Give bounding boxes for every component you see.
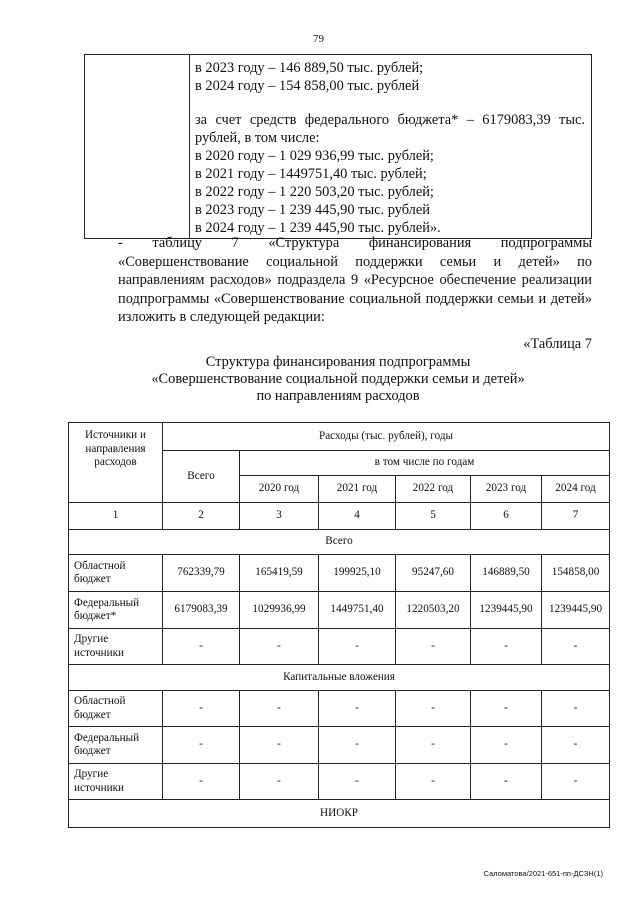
- line-2024-regional: в 2024 году – 154 858,00 тыс. рублей: [195, 78, 420, 94]
- value-cell: -: [240, 691, 319, 727]
- column-number: 4: [319, 503, 396, 530]
- financing-continuation-table: [84, 54, 592, 239]
- column-number: 1: [69, 503, 163, 530]
- row-label: Областной бюджет: [69, 691, 163, 727]
- header-year-2023: 2023 год: [471, 476, 542, 503]
- table-row: [69, 629, 610, 665]
- value-cell: -: [163, 629, 240, 665]
- value-cell: -: [240, 727, 319, 764]
- line-2023-federal: в 2023 году – 1 239 445,90 тыс. рублей: [195, 202, 430, 218]
- value-cell: -: [319, 727, 396, 764]
- value-cell: -: [542, 629, 610, 665]
- value-cell: -: [163, 691, 240, 727]
- header-year-2020: 2020 год: [240, 476, 319, 503]
- value-cell: -: [542, 691, 610, 727]
- row-label: Областной бюджет: [69, 555, 163, 592]
- header-total: Всего: [163, 451, 240, 503]
- value-cell: -: [163, 764, 240, 800]
- value-cell: -: [396, 629, 471, 665]
- line-2022-federal: в 2022 году – 1 220 503,20 тыс. рублей;: [195, 184, 434, 200]
- value-cell: 165419,59: [240, 555, 319, 592]
- value-cell: 1029936,99: [240, 592, 319, 629]
- caption-line-1: Структура финансирования подпрограммы: [205, 354, 471, 370]
- amendment-paragraph: - таблицу 7 «Структура финансирования подпрограммы «Совершенствование социальной поддержки семьи и детей» по направлениям расходов» подраздела 9 «Ресурсное обеспечение реализации подпрограммы «Совершенствование социальной поддержки семьи и детей» изложить в следующей редакции:: [118, 235, 592, 325]
- value-cell: 1449751,40: [319, 592, 396, 629]
- row-label: Другие источники: [69, 764, 163, 800]
- column-number: 5: [396, 503, 471, 530]
- value-cell: 146889,50: [471, 555, 542, 592]
- caption-line-2: «Совершенствование социальной поддержки семьи и детей»: [151, 371, 525, 387]
- column-number: 3: [240, 503, 319, 530]
- value-cell: -: [163, 727, 240, 764]
- value-cell: -: [319, 629, 396, 665]
- value-cell: -: [319, 691, 396, 727]
- header-year-2024: 2024 год: [542, 476, 610, 503]
- value-cell: -: [319, 764, 396, 800]
- header-sources: Источники и направления расходов: [69, 423, 163, 503]
- line-2024-federal: в 2024 году – 1 239 445,90 тыс. рублей».: [195, 220, 441, 236]
- line-2023-regional: в 2023 году – 146 889,50 тыс. рублей;: [195, 60, 424, 76]
- financing-text-cell: [190, 55, 592, 239]
- value-cell: -: [542, 764, 610, 800]
- caption-line-3: по направлениям расходов: [256, 388, 420, 404]
- value-cell: 1239445,90: [471, 592, 542, 629]
- column-number: 6: [471, 503, 542, 530]
- header-expenses: Расходы (тыс. рублей), годы: [163, 423, 610, 451]
- table-row: [69, 691, 610, 727]
- table-caption: [84, 354, 592, 405]
- section-header: Капитальные вложения: [69, 665, 610, 691]
- document-reference: Саломатова/2021-651-пп-ДСЗН(1): [483, 869, 603, 878]
- value-cell: 762339,79: [163, 555, 240, 592]
- table-row: [69, 727, 610, 764]
- row-label: Другие источники: [69, 629, 163, 665]
- value-cell: -: [240, 764, 319, 800]
- value-cell: -: [471, 764, 542, 800]
- value-cell: 95247,60: [396, 555, 471, 592]
- row-label: Федеральный бюджет: [69, 727, 163, 764]
- value-cell: -: [396, 691, 471, 727]
- value-cell: 199925,10: [319, 555, 396, 592]
- value-cell: -: [471, 629, 542, 665]
- value-cell: -: [240, 629, 319, 665]
- table-row: [69, 555, 610, 592]
- table-label: «Таблица 7: [523, 336, 592, 352]
- value-cell: 6179083,39: [163, 592, 240, 629]
- header-by-year: в том числе по годам: [240, 451, 610, 476]
- section-header: Всего: [69, 530, 610, 555]
- table-row: [69, 592, 610, 629]
- line-2021-federal: в 2021 году – 1449751,40 тыс. рублей;: [195, 166, 427, 182]
- header-year-2022: 2022 год: [396, 476, 471, 503]
- line-2020-federal: в 2020 году – 1 029 936,99 тыс. рублей;: [195, 148, 434, 164]
- value-cell: -: [396, 727, 471, 764]
- value-cell: -: [471, 691, 542, 727]
- value-cell: 1239445,90: [542, 592, 610, 629]
- column-number: 7: [542, 503, 610, 530]
- value-cell: 1220503,20: [396, 592, 471, 629]
- value-cell: -: [471, 727, 542, 764]
- value-cell: -: [542, 727, 610, 764]
- column-number: 2: [163, 503, 240, 530]
- page-number: 79: [313, 33, 324, 45]
- value-cell: 154858,00: [542, 555, 610, 592]
- header-year-2021: 2021 год: [319, 476, 396, 503]
- federal-budget-intro: за счет средств федерального бюджета* – 6179083,39 тыс. рублей, в том числе:: [195, 112, 585, 146]
- section-header: НИОКР: [69, 800, 610, 828]
- value-cell: -: [396, 764, 471, 800]
- row-label: Федеральный бюджет*: [69, 592, 163, 629]
- empty-left-cell: [85, 55, 190, 239]
- financing-structure-table: [68, 422, 610, 828]
- table-row: [69, 764, 610, 800]
